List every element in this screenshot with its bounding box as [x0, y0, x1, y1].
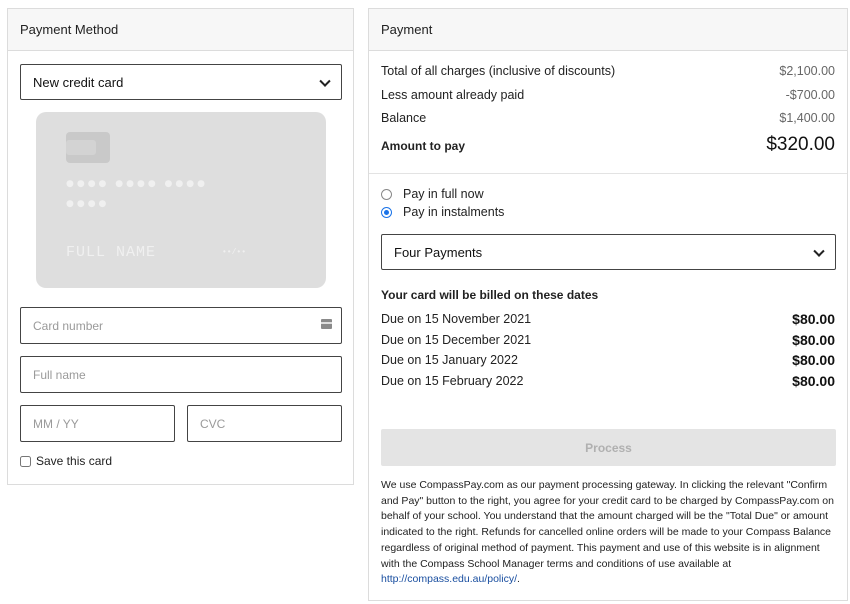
card-number-wrapper [20, 307, 342, 344]
schedule-row [381, 373, 835, 389]
payment-title: Payment [381, 22, 433, 37]
expiry-input[interactable] [20, 405, 175, 442]
full-name-input[interactable] [20, 356, 342, 393]
chevron-down-icon [813, 246, 824, 257]
card-number-input[interactable] [20, 307, 342, 344]
disclaimer-text: We use CompassPay.com as our payment processing gateway. In clicking the relevant "Confirm and Pay" button to the right, you agree for your credit card to be charged by CompassPay.com on behalf of your school. You understand that the amount charged will be the "Total Due" or amount indicated to the right. Refunds for cancelled online orders will be made to your Compass Balance regardless of original method of payment. This payment and use of this website is in alignment with the Compass School Manager terms and conditions of use available at [381, 479, 834, 570]
schedule-amount: $80.00 [792, 373, 835, 389]
schedule-amount: $80.00 [792, 332, 835, 348]
payment-header [369, 9, 847, 51]
summary-value: $1,400.00 [779, 111, 835, 125]
pay-full-option[interactable] [381, 187, 484, 201]
chevron-down-icon [319, 76, 330, 87]
schedule-row [381, 332, 835, 348]
credit-card-preview [36, 112, 326, 288]
summary-row-total [381, 64, 835, 78]
schedule-label: Due on 15 November 2021 [381, 312, 532, 326]
schedule-amount: $80.00 [792, 311, 835, 327]
save-card-checkbox[interactable] [20, 456, 31, 467]
payment-panel [368, 8, 848, 601]
amount-to-pay-label: Amount to pay [381, 139, 465, 153]
payment-method-header [8, 9, 353, 51]
summary-divider [369, 173, 847, 174]
summary-row-paid [381, 88, 835, 102]
schedule-label: Due on 15 January 2022 [381, 353, 518, 367]
pay-instalments-option[interactable] [381, 205, 504, 219]
policy-link[interactable]: http://compass.edu.au/policy/ [381, 573, 517, 586]
payment-method-panel [7, 8, 354, 485]
summary-value: $2,100.00 [779, 64, 835, 78]
summary-label: Total of all charges (inclusive of discounts) [381, 64, 616, 78]
card-expiry-placeholder: ••/•• [222, 248, 247, 257]
save-card-option[interactable] [20, 454, 112, 468]
schedule-row [381, 352, 835, 368]
payment-method-select[interactable] [20, 64, 342, 100]
amount-to-pay-row [381, 134, 835, 156]
billing-dates-title: Your card will be billed on these dates [381, 288, 599, 302]
schedule-amount: $80.00 [792, 352, 835, 368]
schedule-row [381, 311, 835, 327]
pay-instalments-label: Pay in instalments [403, 205, 505, 219]
payment-method-select-value: New credit card [33, 74, 124, 90]
disclaimer-end: . [517, 573, 520, 586]
pay-full-radio[interactable] [381, 189, 392, 200]
card-name-placeholder: FULL NAME [66, 244, 157, 261]
payment-method-title: Payment Method [20, 22, 119, 37]
card-chip-icon [66, 132, 110, 163]
summary-label: Balance [381, 111, 427, 125]
card-number-dots-row1: ●●●● ●●●● ●●●● [66, 179, 208, 189]
card-number-dots-row2: ●●●● [66, 199, 110, 209]
instalment-plan-select[interactable] [381, 234, 836, 270]
schedule-label: Due on 15 February 2022 [381, 374, 524, 388]
cvc-input[interactable] [187, 405, 342, 442]
instalment-plan-value: Four Payments [394, 244, 483, 260]
save-card-label: Save this card [36, 454, 113, 468]
amount-to-pay-value: $320.00 [766, 134, 835, 155]
pay-full-label: Pay in full now [403, 187, 484, 201]
process-button[interactable]: Process [381, 429, 836, 466]
summary-row-balance [381, 111, 835, 125]
pay-instalments-radio[interactable] [381, 207, 392, 218]
credit-card-icon [321, 319, 332, 329]
summary-value: -$700.00 [785, 88, 835, 102]
schedule-label: Due on 15 December 2021 [381, 333, 532, 347]
payment-disclaimer [381, 478, 839, 588]
summary-label: Less amount already paid [381, 88, 525, 102]
